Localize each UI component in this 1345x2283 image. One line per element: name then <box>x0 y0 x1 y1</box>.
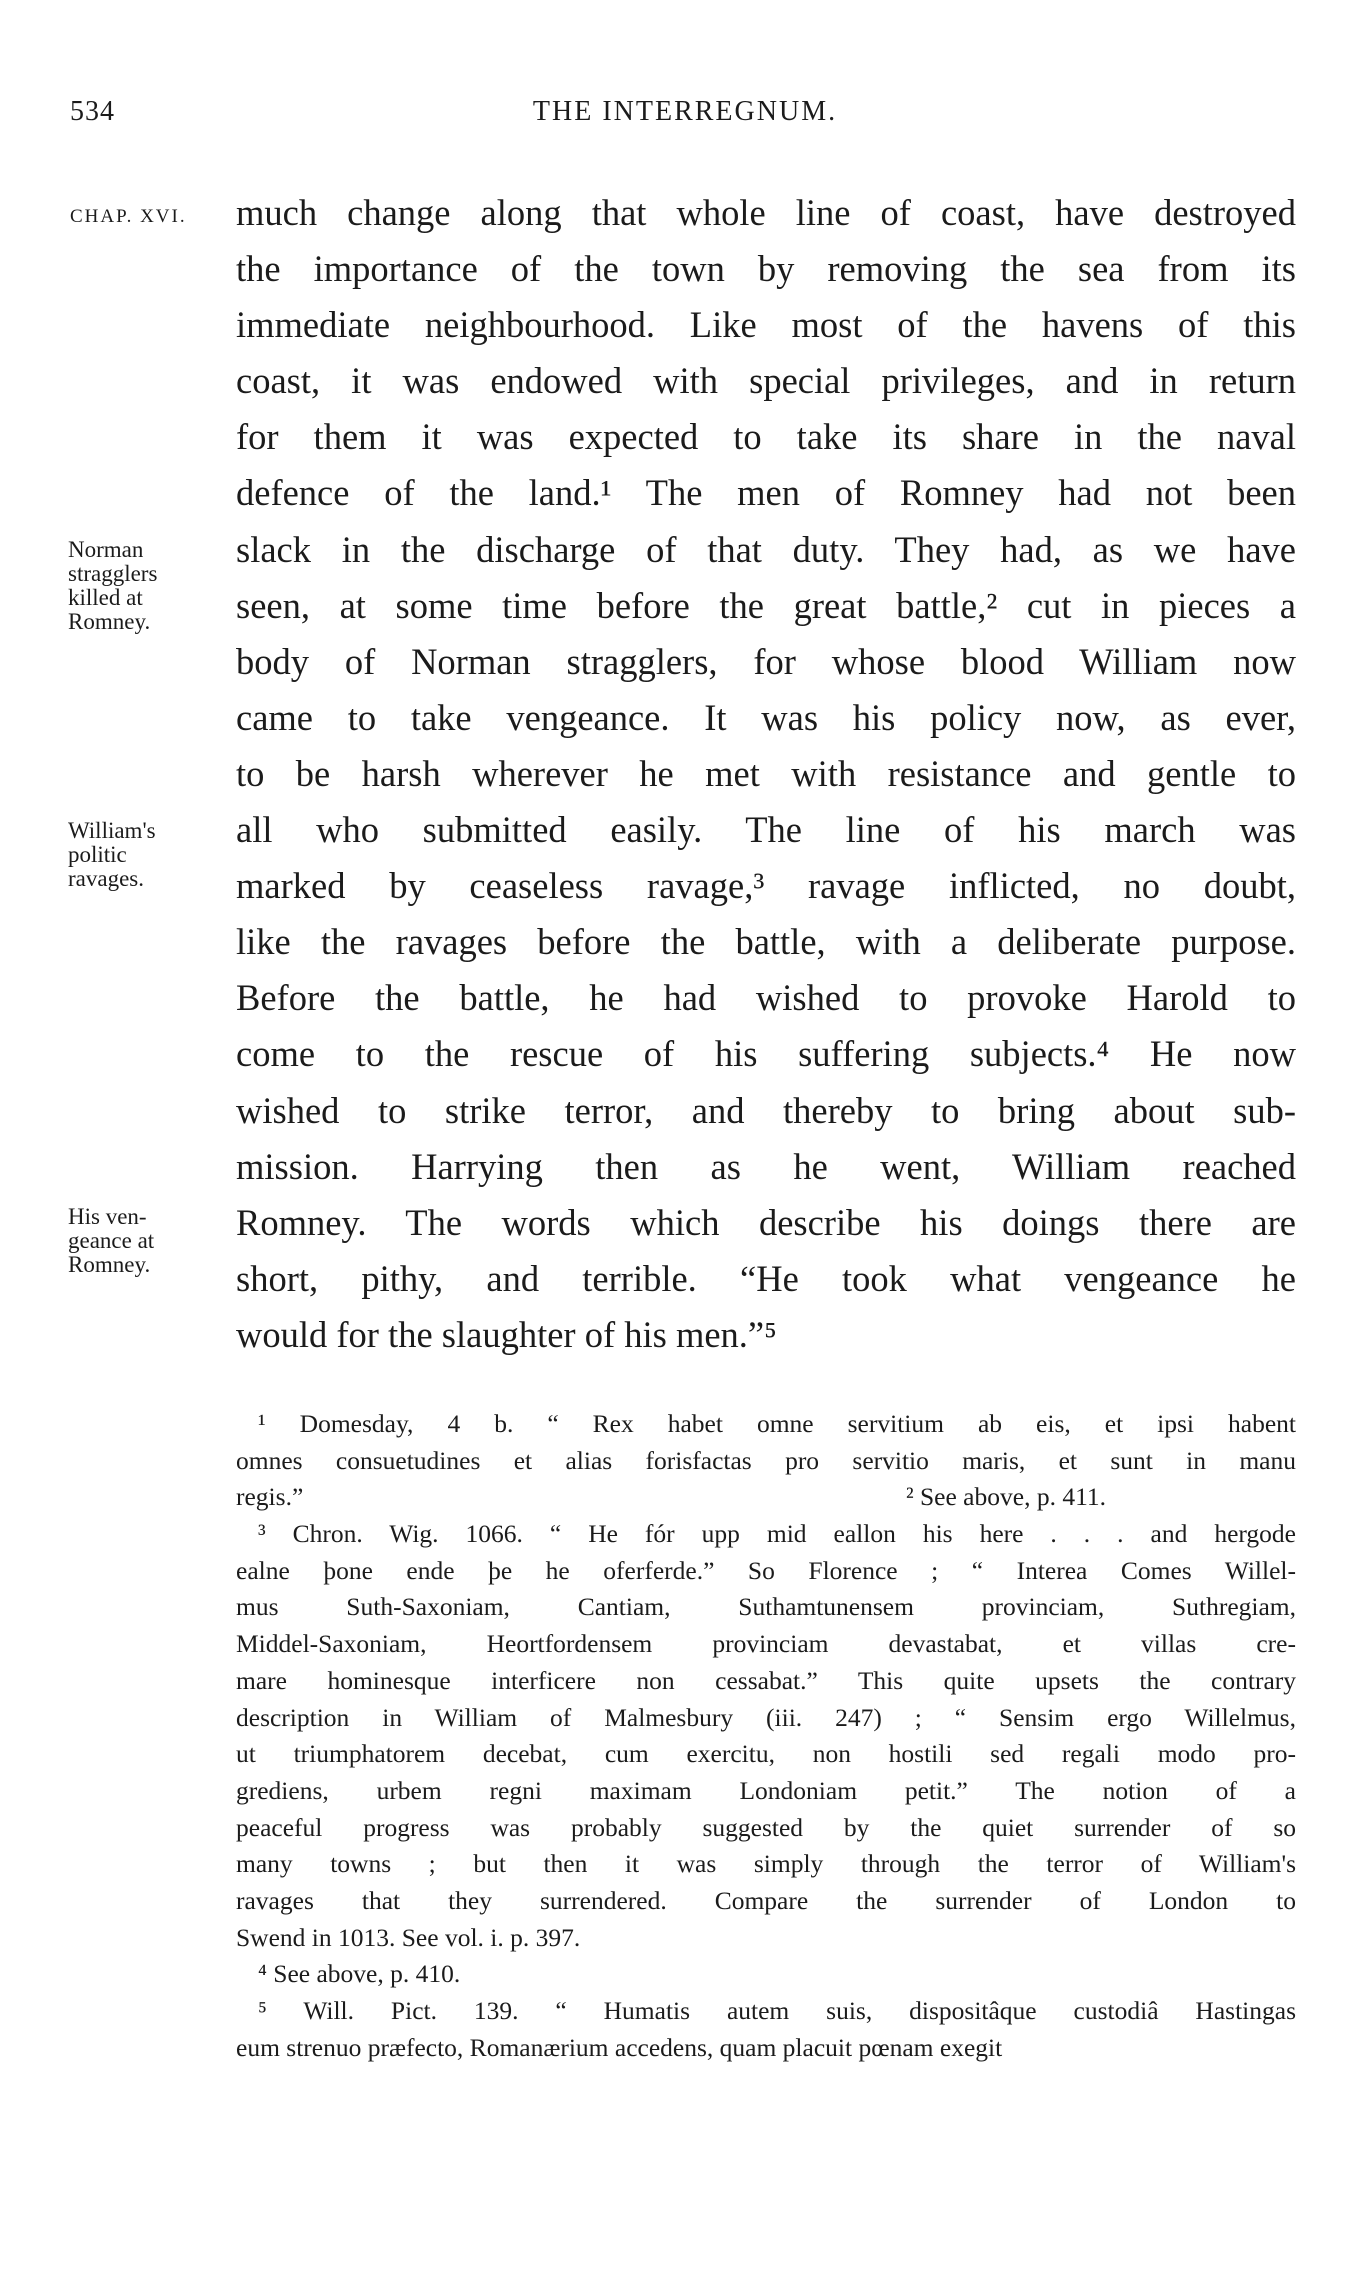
footnote-line: mus Suth-Saxoniam, Cantiam, Suthamtunensem provinciam, Suthregiam, <box>236 1592 1296 1622</box>
footnote-line: ³ Chron. Wig. 1066. “ He fór upp mid eallon his here . . . and hergode <box>258 1519 1296 1549</box>
chapter-label: CHAP. XVI. <box>70 206 187 227</box>
sidenote-line: killed at <box>68 585 143 610</box>
body-line: would for the slaughter of his men.”⁵ <box>236 1313 777 1355</box>
footnote-line: Swend in 1013. See vol. i. p. 397. <box>236 1922 581 1952</box>
sidenote-williams-ravages <box>68 819 223 891</box>
sidenote-line: geance at <box>68 1228 155 1253</box>
body-line: immediate neighbourhood. Like most of the havens of this <box>236 304 1296 346</box>
running-head <box>70 96 1300 136</box>
body-line: defence of the land.¹ The men of Romney had not been <box>236 472 1296 514</box>
sidenote-line: Romney. <box>68 1252 151 1277</box>
sidenote-line: Norman <box>68 537 144 562</box>
sidenote-line: ravages. <box>68 866 144 891</box>
footnote-line: grediens, urbem regni maximam Londoniam petit.” The notion of a <box>236 1775 1296 1805</box>
footnote-line: ravages that they surrendered. Compare the surrender of London to <box>236 1885 1296 1915</box>
sidenote-line: Romney. <box>68 609 151 634</box>
body-line: all who submitted easily. The line of his march was <box>236 809 1296 851</box>
footnote-split-line <box>236 1479 1296 1516</box>
body-line: wished to strike terror, and thereby to bring about sub- <box>236 1089 1296 1131</box>
body-line: marked by ceaseless ravage,³ ravage inflicted, no doubt, <box>236 865 1296 907</box>
footnote-line: ealne þone ende þe he oferferde.” So Florence ; “ Interea Comes Willel- <box>236 1555 1296 1585</box>
body-line: body of Norman stragglers, for whose blood William now <box>236 640 1296 682</box>
sidenote-line: William's <box>68 818 156 843</box>
sidenote-line: His ven- <box>68 1204 147 1229</box>
footnote-line: Middel-Saxoniam, Heortfordensem provinciam devastabat, et villas cre- <box>236 1629 1296 1659</box>
footnote-line: ⁴ See above, p. 410. <box>258 1959 461 1989</box>
body-line: Before the battle, he had wished to provoke Harold to <box>236 977 1296 1019</box>
page-number: 534 <box>70 96 115 127</box>
footnote-fragment: regis.” <box>236 1482 304 1512</box>
sidenote-line: stragglers <box>68 561 158 586</box>
footnotes <box>236 1406 1296 2066</box>
footnote-line: many towns ; but then it was simply through the terror of William's <box>236 1849 1296 1879</box>
body-line: mission. Harrying then as he went, William reached <box>236 1145 1296 1187</box>
footnote-line: ⁵ Will. Pict. 139. “ Humatis autem suis, dispositâque custodiâ Hastingas <box>258 1996 1296 2025</box>
body-line: Romney. The words which describe his doings there are <box>236 1201 1296 1243</box>
footnote-line: peaceful progress was probably suggested by the quiet surrender of so <box>236 1812 1296 1842</box>
footnote-fragment: ² See above, p. 411. <box>905 1482 1106 1512</box>
body-line: coast, it was endowed with special privileges, and in return <box>236 360 1296 402</box>
sidenote-line: politic <box>68 842 127 867</box>
footnote-line: description in William of Malmesbury (iii. 247) ; “ Sensim ergo Willelmus, <box>236 1702 1296 1732</box>
body-line: much change along that whole line of coast, have destroyed <box>236 192 1296 233</box>
body-line: the importance of the town by removing the sea from its <box>236 248 1296 290</box>
body-line: seen, at some time before the great battle,² cut in pieces a <box>236 584 1296 626</box>
body-line: short, pithy, and terrible. “He took what vengeance he <box>236 1257 1296 1299</box>
running-title: THE INTERREGNUM. <box>532 96 838 127</box>
footnote-line: omnes consuetudines et alias forisfactas pro servitio maris, et sunt in manu <box>236 1445 1296 1475</box>
sidenote-vengeance <box>68 1205 223 1277</box>
footnote-line: mare hominesque interficere non cessabat.” This quite upsets the contrary <box>236 1665 1296 1695</box>
body-line: to be harsh wherever he met with resistance and gentle to <box>236 752 1296 794</box>
body-line: like the ravages before the battle, with a deliberate purpose. <box>236 921 1296 963</box>
body-line: come to the rescue of his suffering subjects.⁴ He now <box>236 1033 1296 1075</box>
footnote-line: ut triumphatorem decebat, cum exercitu, non hostili sed regali modo pro- <box>236 1739 1296 1769</box>
body-line: slack in the discharge of that duty. They had, as we have <box>236 528 1296 570</box>
body-line: for them it was expected to take its share in the naval <box>236 416 1296 458</box>
footnote-line: ¹ Domesday, 4 b. “ Rex habet omne servitium ab eis, et ipsi habent <box>258 1409 1296 1438</box>
body-line: came to take vengeance. It was his policy now, as ever, <box>236 696 1296 738</box>
body-text <box>236 185 1296 1363</box>
sidenote-norman-stragglers <box>68 538 223 634</box>
footnote-line: eum strenuo præfecto, Romanærium accedens, quam placuit pœnam exegit <box>236 2032 1003 2062</box>
